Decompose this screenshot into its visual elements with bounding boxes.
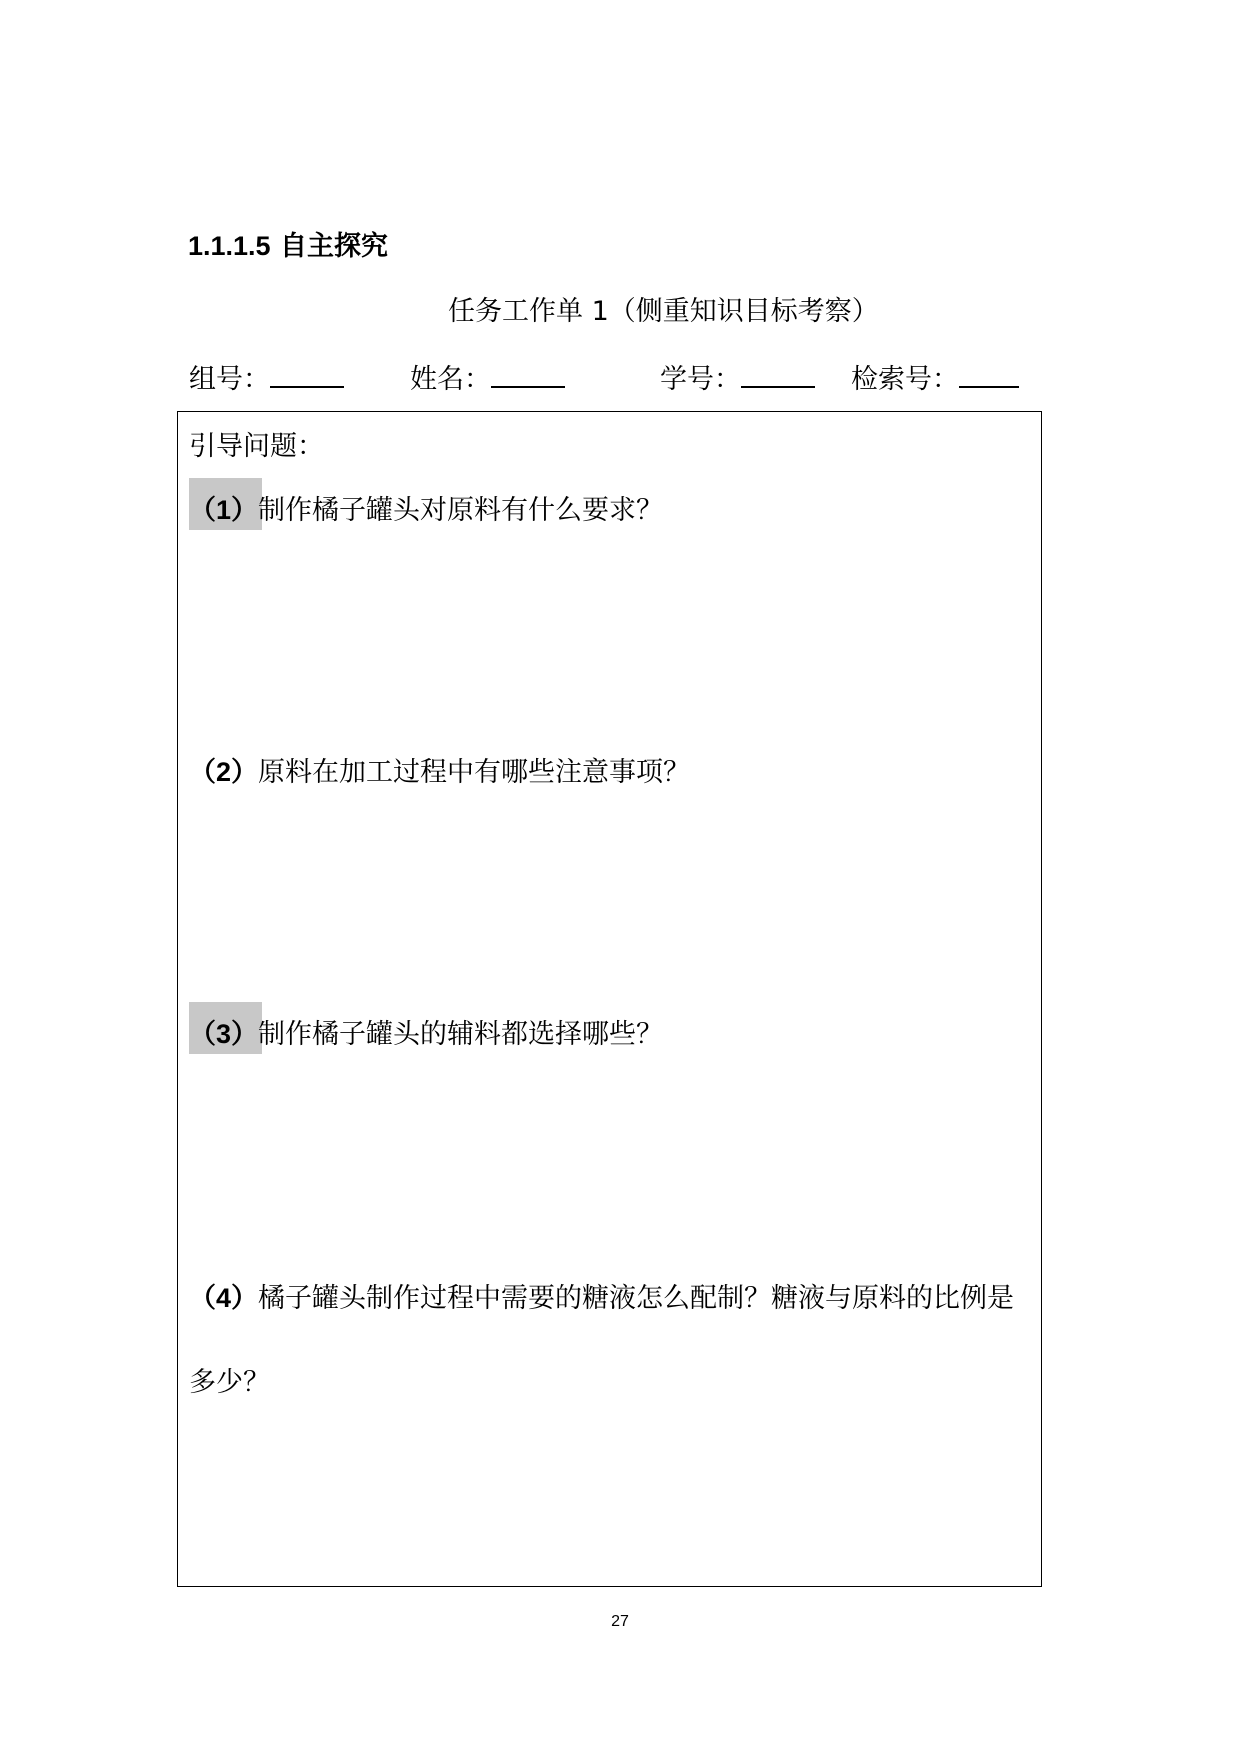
question-2-number: （2） — [189, 757, 259, 787]
question-3-number: （3） — [189, 1019, 259, 1049]
student-id-blank[interactable] — [741, 358, 815, 388]
question-3-text: 制作橘子罐头的辅料都选择哪些？ — [258, 1019, 664, 1050]
question-4-text: 橘子罐头制作过程中需要的糖液怎么配制？糖液与原料的比例是多少？ — [189, 1283, 1015, 1398]
section-title: 自主探究 — [279, 231, 388, 262]
section-number: 1.1.1.5 — [188, 231, 271, 261]
student-id-label: 学号： — [660, 364, 741, 395]
question-1-text: 制作橘子罐头对原料有什么要求？ — [258, 495, 664, 526]
question-4-number: （4） — [189, 1283, 259, 1313]
worksheet-title: 任务工作单 1（侧重知识目标考察） — [448, 296, 879, 327]
group-field — [189, 358, 344, 400]
group-blank[interactable] — [270, 358, 344, 388]
index-field — [851, 358, 1019, 400]
index-blank[interactable] — [959, 358, 1019, 388]
question-2 — [189, 752, 690, 793]
question-1-number: （1） — [189, 495, 259, 525]
name-blank[interactable] — [491, 358, 565, 388]
question-2-text: 原料在加工过程中有哪些注意事项？ — [258, 757, 691, 788]
student-id-field — [660, 358, 815, 400]
page-number: 27 — [611, 1613, 629, 1630]
group-label: 组号： — [189, 364, 270, 395]
guide-title: 引导问题： — [189, 431, 324, 462]
index-label: 检索号： — [851, 364, 959, 395]
name-field — [410, 358, 565, 400]
question-4 — [189, 1256, 1039, 1425]
question-1 — [189, 490, 663, 531]
section-heading — [188, 226, 388, 267]
question-3 — [189, 1014, 663, 1055]
name-label: 姓名： — [410, 364, 491, 395]
